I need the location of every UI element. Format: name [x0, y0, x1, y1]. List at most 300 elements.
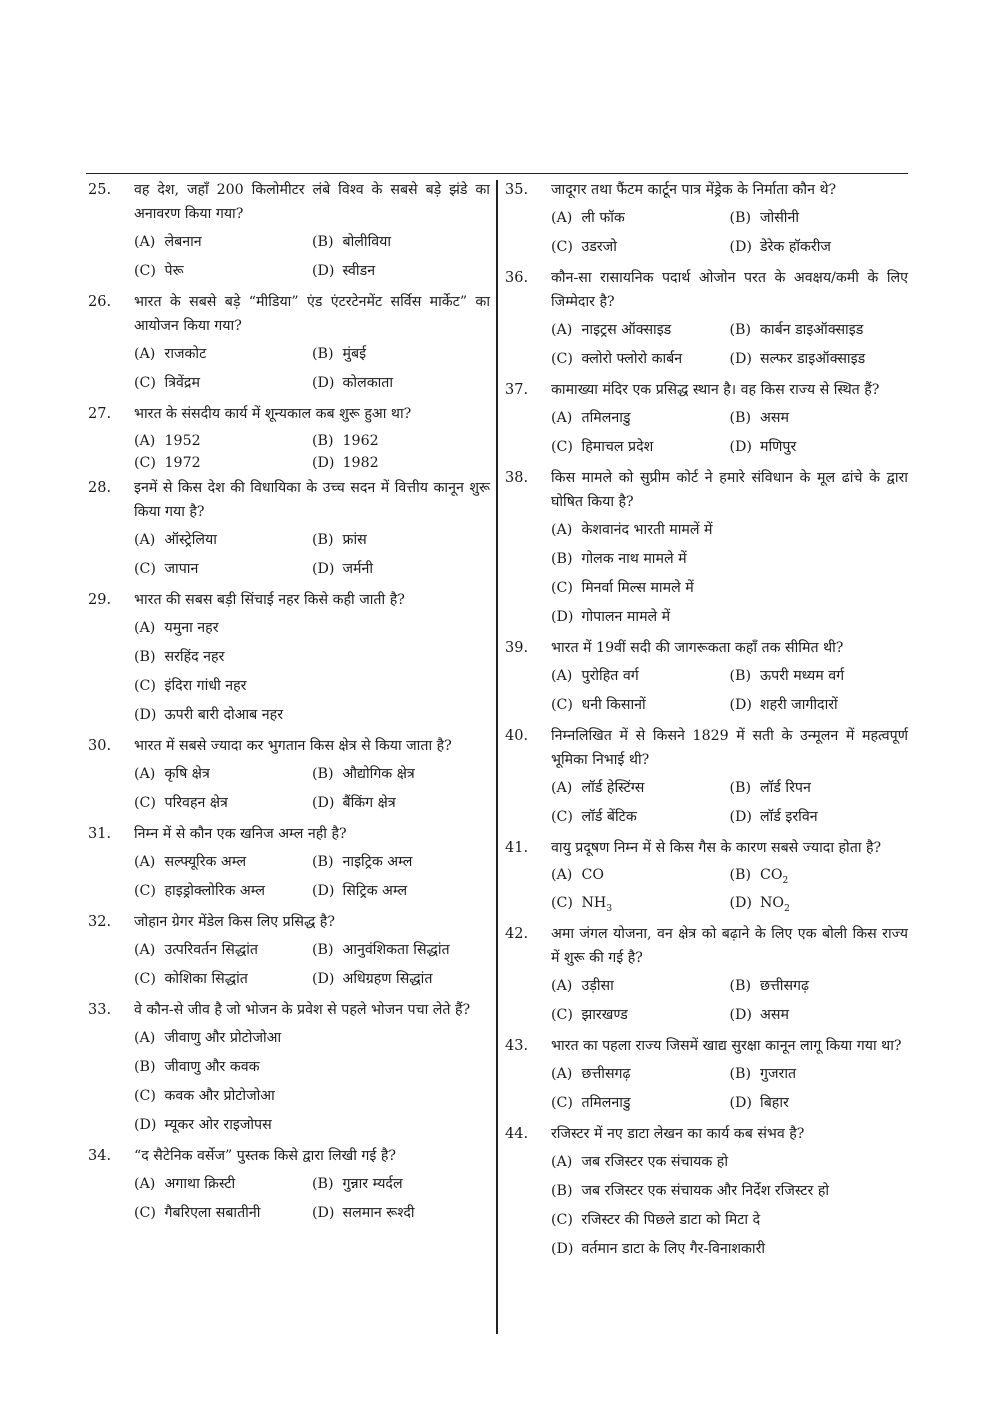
option-text: कवक और प्रोटोजोआ: [164, 1088, 275, 1104]
question-text: निम्नलिखित में से किसने 1829 में सती के उन्मूलन में महत्वपूर्ण भूमिका निभाई थी?: [551, 728, 908, 768]
option-text: तमिलनाडु: [581, 410, 631, 426]
option-text: जीवाणु और प्रोटोजोआ: [164, 1030, 282, 1046]
option-label: (A): [134, 346, 156, 362]
options-list: [551, 1062, 908, 1120]
option-b: [312, 230, 490, 254]
question-40: [503, 724, 908, 834]
option-label: (B): [312, 433, 334, 449]
option-text: लॉर्ड बेंटिक: [581, 809, 637, 825]
option-text: मिनर्वा मिल्स मामले में: [581, 580, 694, 596]
options-list: [134, 230, 490, 288]
option-label: (A): [551, 210, 573, 226]
option-label: (B): [312, 766, 334, 782]
question-number: 36.: [505, 270, 529, 286]
question-35: [503, 178, 908, 264]
question-text: निम्न में से कौन एक खनिज अम्ल नही है?: [134, 826, 347, 842]
option-text: मणिपुर: [760, 439, 797, 455]
question-text: भारत के सबसे बड़े “मीडिया” एंड एंटरटेनमेंट सर्विस मार्केट” का आयोजन किया गया?: [134, 294, 490, 334]
option-c: [134, 557, 312, 581]
question-32: [86, 910, 490, 996]
question-number: 25.: [88, 182, 112, 198]
option-a: [551, 1150, 908, 1174]
option-text: सिट्रिक अम्ल: [342, 883, 408, 899]
option-d: [730, 693, 909, 717]
option-text: ऑस्ट्रेलिया: [164, 532, 217, 548]
option-subscript: 3: [606, 903, 613, 914]
question-text: इनमें से किस देश की विधायिका के उच्च सदन में वित्तीय कानून शुरू किया गया है?: [134, 480, 490, 520]
option-a: [134, 342, 312, 366]
option-c: [551, 693, 730, 717]
option-a: [551, 776, 730, 800]
option-b: [730, 776, 909, 800]
option-text: लॉर्ड रिपन: [760, 780, 811, 796]
option-text: उत्परिवर्तन सिद्धांत: [164, 942, 258, 958]
option-c: [134, 371, 312, 395]
option-label: (B): [729, 668, 751, 684]
option-b: [312, 430, 490, 452]
option-d: [730, 435, 909, 459]
option-b: [134, 1055, 490, 1079]
option-a: [134, 850, 312, 874]
option-label: (A): [551, 322, 573, 338]
option-text: गोपालन मामले में: [581, 609, 671, 625]
option-text: गुजरात: [760, 1065, 797, 1082]
top-rule: [86, 173, 908, 174]
option-text: आनुवंशिकता सिद्धांत: [342, 942, 450, 958]
option-text: NH: [581, 894, 607, 911]
option-text: ऊपरी बारी दोआब नहर: [164, 707, 283, 723]
question-number: 30.: [88, 738, 112, 754]
option-label: (A): [551, 977, 573, 994]
option-d: [134, 1113, 490, 1137]
options-list: [134, 1172, 490, 1230]
option-text: छत्तीसगढ़: [581, 1065, 631, 1082]
options-list: [134, 342, 490, 400]
option-label: (C): [551, 1094, 573, 1111]
question-26: [86, 290, 490, 400]
option-label: (B): [729, 780, 751, 796]
option-label: (A): [134, 234, 156, 250]
option-text: गोलक नाथ मामले में: [581, 551, 687, 567]
question-text: भारत में 19वीं सदी की जागरूकता कहाँ तक सीमित थी?: [551, 640, 844, 656]
option-b: [730, 864, 909, 892]
option-a: [551, 974, 730, 998]
option-b: [312, 342, 490, 366]
option-label: (A): [134, 1176, 156, 1192]
option-label: (D): [551, 1240, 574, 1257]
question-text: भारत की सबस बड़ी सिंचाई नहर किसे कही जाती है?: [134, 592, 405, 608]
options-list: [134, 938, 490, 996]
option-c: [551, 576, 908, 600]
option-b: [730, 974, 909, 998]
option-text: बिहार: [760, 1094, 789, 1111]
option-label: (B): [551, 551, 573, 567]
option-label: (A): [134, 854, 156, 870]
option-label: (C): [551, 239, 573, 255]
option-d: [312, 967, 490, 991]
option-a: [551, 664, 730, 688]
option-c: [134, 1201, 312, 1225]
option-label: (B): [312, 234, 334, 250]
option-text: CO: [760, 867, 783, 883]
question-number: 34.: [88, 1148, 112, 1164]
option-text: केशवानंद भारती मामलें में: [581, 522, 713, 538]
option-text: सल्फ्यूरिक अम्ल: [164, 854, 247, 870]
option-d: [312, 371, 490, 395]
option-label: (A): [134, 620, 156, 636]
options-list: [134, 762, 490, 820]
option-label: (D): [312, 971, 335, 987]
option-b: [134, 645, 490, 669]
options-list: [134, 616, 490, 732]
option-b: [551, 547, 908, 571]
option-c: [551, 805, 730, 829]
question-37: [503, 378, 908, 464]
options-list: [134, 528, 490, 586]
options-list: [134, 430, 490, 474]
option-label: (A): [134, 1030, 156, 1046]
option-text: बैंकिंग क्षेत्र: [342, 795, 396, 811]
option-text: कृषि क्षेत्र: [164, 766, 210, 782]
option-label: (D): [729, 1006, 752, 1023]
options-list: [551, 664, 908, 722]
option-label: (D): [551, 609, 574, 625]
option-a: [134, 1026, 490, 1050]
option-a: [551, 206, 730, 230]
option-text: सल्फर डाइऑक्साइड: [760, 351, 866, 367]
option-label: (A): [551, 1153, 573, 1170]
option-subscript: 2: [784, 903, 790, 914]
option-d: [312, 557, 490, 581]
question-text: रजिस्टर में नए डाटा लेखन का कार्य कब संभव है?: [551, 1125, 805, 1142]
option-label: (A): [134, 942, 156, 958]
option-text: असम: [760, 1006, 789, 1023]
option-label: (B): [729, 1065, 751, 1082]
option-text: हिमाचल प्रदेश: [581, 439, 654, 455]
options-list: [134, 850, 490, 908]
option-c: [134, 1084, 490, 1108]
option-label: (D): [312, 1205, 335, 1221]
option-text: फ्रांस: [342, 532, 367, 548]
question-number: 42.: [505, 925, 529, 942]
option-c: [134, 879, 312, 903]
option-b: [730, 206, 909, 230]
option-a: [134, 762, 312, 786]
question-number: 33.: [88, 1002, 112, 1018]
option-text: धनी किसानों: [581, 697, 646, 713]
options-list: [551, 864, 908, 920]
option-label: (A): [551, 522, 573, 538]
option-label: (C): [551, 697, 573, 713]
option-a: [134, 430, 312, 452]
option-label: (C): [551, 439, 573, 455]
question-text: कामाख्या मंदिर एक प्रसिद्ध स्थान है। वह किस राज्य से स्थित हैं?: [551, 382, 880, 398]
option-label: (A): [551, 1065, 573, 1082]
option-text: वर्तमान डाटा के लिए गैर-विनाशकारी: [581, 1240, 766, 1257]
option-label: (B): [134, 1059, 156, 1075]
option-text: जब रजिस्टर एक संचायक हो: [581, 1153, 729, 1170]
option-a: [551, 864, 730, 892]
option-label: (C): [551, 894, 573, 911]
question-text: वायु प्रदूषण निम्न में से किस गैस के कारण सबसे ज्यादा होता है?: [551, 840, 882, 856]
question-27: [86, 402, 490, 474]
question-text: अमा जंगल योजना, वन क्षेत्र को बढ़ाने के लिए एक बोली किस राज्य में शुरू की गई है?: [551, 925, 908, 966]
option-d: [312, 1201, 490, 1225]
option-text: ली फॉक: [581, 210, 625, 226]
option-c: [134, 791, 312, 815]
option-text: नाइट्रस ऑक्साइड: [581, 322, 672, 338]
option-text: जापान: [164, 561, 199, 577]
option-text: उडरजो: [581, 239, 617, 255]
option-text: त्रिवेंद्रम: [164, 375, 200, 391]
option-d: [730, 892, 909, 920]
option-label: (C): [551, 1006, 573, 1023]
option-text: जब रजिस्टर एक संचायक और निर्देश रजिस्टर हो: [581, 1182, 830, 1199]
question-text: “द सैटेनिक वर्सेज” पुस्तक किसे द्वारा लिखी गई है?: [134, 1148, 397, 1164]
option-label: (D): [134, 1117, 157, 1133]
question-33: [86, 998, 490, 1142]
option-c: [551, 892, 730, 920]
option-label: (C): [551, 580, 573, 596]
option-text: मुंबई: [342, 346, 367, 362]
option-text: कोलकाता: [342, 375, 394, 391]
option-label: (B): [729, 322, 751, 338]
option-label: (B): [312, 346, 334, 362]
question-number: 35.: [505, 182, 529, 198]
option-b: [730, 1062, 909, 1086]
option-d: [730, 347, 909, 371]
option-label: (B): [312, 942, 334, 958]
option-text: जीवाणु और कवक: [164, 1059, 260, 1075]
option-label: (B): [312, 1176, 334, 1192]
option-b: [551, 1179, 908, 1203]
question-text: वे कौन-से जीव है जो भोजन के प्रवेश से पहले भोजन पचा लेते हैं?: [134, 1002, 471, 1018]
question-number: 26.: [88, 294, 112, 310]
option-text: जोसीनी: [760, 210, 800, 226]
options-list: [551, 206, 908, 264]
option-label: (D): [729, 697, 752, 713]
question-number: 39.: [505, 640, 529, 656]
option-label: (C): [134, 561, 156, 577]
right-column: [503, 178, 908, 1268]
option-label: (D): [312, 455, 335, 471]
option-text: 1982: [342, 455, 379, 471]
option-text: शहरी जागीदारों: [760, 697, 838, 713]
option-text: CO: [581, 867, 605, 883]
option-label: (C): [134, 375, 156, 391]
option-text: असम: [760, 410, 789, 426]
option-d: [312, 791, 490, 815]
option-text: ऊपरी मध्यम वर्ग: [760, 668, 845, 684]
option-text: अधिग्रहण सिद्धांत: [342, 971, 433, 987]
question-number: 27.: [88, 406, 112, 422]
option-text: गैबरिएला सबातीनी: [164, 1205, 261, 1221]
option-text: कार्बन डाइऑक्साइड: [760, 322, 864, 338]
option-label: (B): [729, 977, 751, 994]
question-44: [503, 1122, 908, 1266]
option-b: [730, 318, 909, 342]
options-list: [551, 1150, 908, 1266]
question-text: भारत का पहला राज्य जिसमें खाद्य सुरक्षा कानून लागू किया गया था?: [551, 1037, 902, 1054]
option-b: [312, 762, 490, 786]
option-label: (C): [134, 795, 156, 811]
option-text: तमिलनाडु: [581, 1094, 631, 1111]
option-text: हाइड्रोक्लोरिक अम्ल: [164, 883, 266, 899]
options-list: [551, 406, 908, 464]
option-label: (D): [312, 883, 335, 899]
question-text: किस मामले को सुप्रीम कोर्ट ने हमारे संविधान के मूल ढांचे के द्वारा घोषित किया है?: [551, 470, 908, 510]
option-text: लॉर्ड हेस्टिंग्स: [581, 780, 645, 796]
question-number: 32.: [88, 914, 112, 930]
option-subscript: 2: [782, 875, 789, 886]
option-c: [551, 347, 730, 371]
left-column: [86, 178, 490, 1232]
option-label: (C): [551, 351, 573, 367]
question-29: [86, 588, 490, 732]
option-c: [134, 674, 490, 698]
question-number: 37.: [505, 382, 529, 398]
option-text: उड़ीसा: [581, 977, 614, 994]
option-text: पुरोहित वर्ग: [581, 668, 639, 684]
option-text: गुन्नार म्यर्दल: [342, 1176, 403, 1192]
options-list: [551, 318, 908, 376]
option-b: [730, 664, 909, 688]
option-d: [312, 452, 490, 474]
question-text: जोहान ग्रेगर मेंडेल किस लिए प्रसिद्ध है?: [134, 914, 335, 930]
question-number: 43.: [505, 1037, 529, 1054]
option-a: [134, 1172, 312, 1196]
option-label: (B): [312, 854, 334, 870]
option-text: कोशिका सिद्धांत: [164, 971, 248, 987]
option-text: बोलीविया: [342, 234, 392, 250]
option-c: [551, 235, 730, 259]
option-b: [312, 850, 490, 874]
option-text: म्यूकर ओर राइजोपस: [164, 1117, 272, 1133]
option-b: [312, 528, 490, 552]
option-b: [312, 938, 490, 962]
option-text: डेरेक हॉकरीज: [760, 239, 831, 255]
column-divider: [496, 180, 498, 1334]
question-number: 28.: [88, 480, 112, 496]
question-number: 31.: [88, 826, 112, 842]
option-text: पेरू: [164, 263, 184, 279]
question-34: [86, 1144, 490, 1230]
option-label: (C): [134, 971, 156, 987]
option-label: (D): [312, 263, 335, 279]
option-c: [134, 967, 312, 991]
option-c: [551, 1091, 730, 1115]
option-label: (C): [134, 1088, 156, 1104]
question-number: 40.: [505, 728, 529, 744]
question-36: [503, 266, 908, 376]
option-a: [134, 938, 312, 962]
option-text: रजिस्टर की पिछले डाटा को मिटा दे: [581, 1211, 761, 1228]
option-d: [730, 235, 909, 259]
option-b: [312, 1172, 490, 1196]
question-30: [86, 734, 490, 820]
question-text: जादूगर तथा फैंटम कार्टून पात्र मेंड्रेक के निर्माता कौन थे?: [551, 182, 837, 198]
question-number: 41.: [505, 840, 529, 856]
option-text: झारखण्ड: [581, 1006, 628, 1023]
option-text: इंदिरा गांधी नहर: [164, 678, 247, 694]
option-a: [551, 406, 730, 430]
options-list: [551, 776, 908, 834]
option-label: (D): [312, 561, 335, 577]
option-text: क्लोरो फ्लोरो कार्बन: [581, 351, 683, 367]
option-label: (B): [729, 867, 751, 883]
option-label: (A): [134, 766, 156, 782]
option-c: [551, 1208, 908, 1232]
option-text: सलमान रूश्दी: [342, 1205, 415, 1221]
option-label: (A): [134, 532, 156, 548]
option-d: [312, 259, 490, 283]
option-text: नाइट्रिक अम्ल: [342, 854, 413, 870]
options-list: [134, 1026, 490, 1142]
option-label: (A): [551, 780, 573, 796]
option-c: [134, 259, 312, 283]
question-31: [86, 822, 490, 908]
option-label: (D): [729, 1094, 752, 1111]
options-list: [551, 974, 908, 1032]
option-label: (A): [551, 867, 573, 883]
option-c: [134, 452, 312, 474]
option-label: (C): [551, 809, 573, 825]
option-text: छत्तीसगढ़: [760, 977, 810, 994]
option-a: [134, 616, 490, 640]
option-d: [730, 1003, 909, 1027]
option-label: (A): [551, 668, 573, 684]
option-label: (D): [312, 375, 335, 391]
option-text: परिवहन क्षेत्र: [164, 795, 228, 811]
option-text: लेबनान: [164, 234, 202, 250]
option-d: [312, 879, 490, 903]
option-text: यमुना नहर: [164, 620, 219, 636]
question-text: वह देश, जहाँ 200 किलोमीटर लंबे विश्व के सबसे बड़े झंडे का अनावरण किया गया?: [134, 182, 490, 222]
option-label: (A): [551, 410, 573, 426]
option-label: (D): [729, 439, 752, 455]
option-b: [730, 406, 909, 430]
option-text: सरहिंद नहर: [164, 649, 225, 665]
option-label: (B): [551, 1182, 573, 1199]
option-label: (C): [134, 455, 156, 471]
option-d: [730, 1091, 909, 1115]
option-text: जर्मनी: [342, 561, 374, 577]
question-42: [503, 922, 908, 1032]
option-label: (D): [312, 795, 335, 811]
option-label: (C): [134, 678, 156, 694]
option-label: (C): [134, 263, 156, 279]
question-text: भारत में सबसे ज्यादा कर भुगतान किस क्षेत्र से किया जाता है?: [134, 738, 452, 754]
option-a: [551, 1062, 730, 1086]
option-label: (C): [134, 1205, 156, 1221]
question-number: 38.: [505, 470, 529, 486]
option-label: (B): [729, 410, 751, 426]
option-text: स्वीडन: [342, 263, 376, 279]
option-text: लॉर्ड इरविन: [760, 809, 818, 825]
option-label: (B): [729, 210, 751, 226]
option-a: [134, 230, 312, 254]
option-label: (A): [134, 433, 156, 449]
option-label: (D): [729, 894, 752, 911]
question-text: भारत के संसदीय कार्य में शून्यकाल कब शुरू हुआ था?: [134, 406, 412, 422]
option-label: (B): [134, 649, 156, 665]
question-28: [86, 476, 490, 586]
option-a: [551, 518, 908, 542]
option-c: [551, 435, 730, 459]
option-text: NO: [760, 894, 785, 911]
option-text: राजकोट: [164, 346, 207, 362]
question-25: [86, 178, 490, 288]
